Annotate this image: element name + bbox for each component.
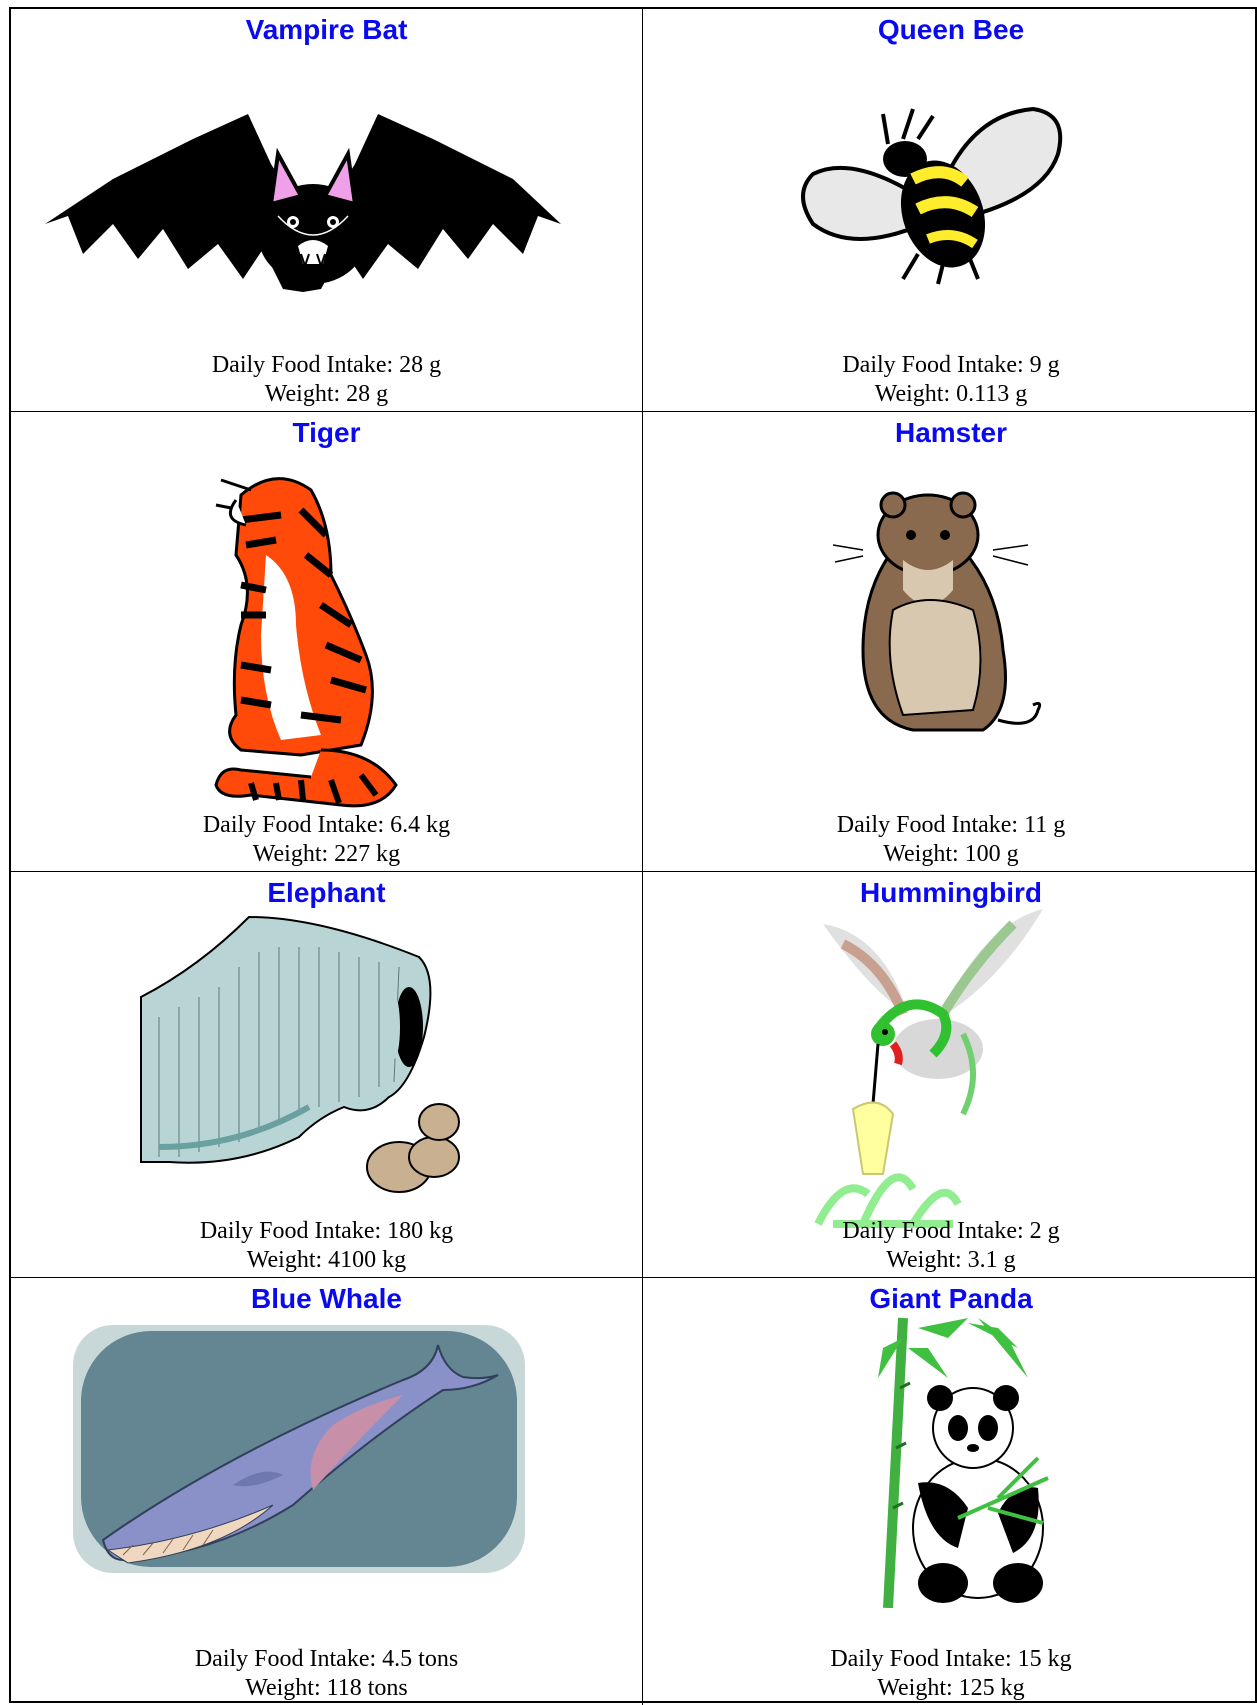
animal-stats <box>11 1645 642 1703</box>
queen-bee-illustration <box>793 104 1063 289</box>
animal-stats <box>11 1217 642 1275</box>
animal-cell-blue-whale <box>11 1278 643 1705</box>
daily-food-intake: Daily Food Intake: 6.4 kg <box>202 812 451 838</box>
animal-stats <box>11 811 642 869</box>
weight: Weight: 227 kg <box>252 841 401 867</box>
animal-stats <box>643 1217 1257 1275</box>
daily-food-intake: Daily Food Intake: 15 kg <box>830 1646 1072 1672</box>
weight: Weight: 28 g <box>264 381 389 407</box>
giant-panda-illustration <box>848 1308 1058 1608</box>
elephant-trunk-illustration <box>139 907 469 1207</box>
animal-name: Queen Bee <box>877 14 1025 45</box>
weight: Weight: 125 kg <box>877 1675 1025 1701</box>
daily-food-intake: Daily Food Intake: 180 kg <box>199 1218 454 1244</box>
weight: Weight: 118 tons <box>245 1675 408 1701</box>
animal-stats <box>643 1645 1257 1703</box>
tiger-illustration <box>181 465 421 815</box>
weight: Weight: 0.113 g <box>874 381 1028 407</box>
vampire-bat-illustration <box>43 104 563 294</box>
daily-food-intake: Daily Food Intake: 9 g <box>842 352 1060 378</box>
animal-name: Tiger <box>292 417 361 448</box>
animal-name: Vampire Bat <box>245 14 408 45</box>
weight: Weight: 4100 kg <box>246 1247 407 1273</box>
blue-whale-illustration <box>73 1325 525 1573</box>
daily-food-intake: Daily Food Intake: 11 g <box>836 812 1066 838</box>
animal-name: Giant Panda <box>869 1283 1033 1314</box>
weight: Weight: 100 g <box>883 841 1019 867</box>
hamster-illustration <box>833 490 1053 750</box>
animal-cell-vampire-bat <box>11 9 643 412</box>
animal-cell-hummingbird <box>643 872 1257 1278</box>
animal-cell-elephant <box>11 872 643 1278</box>
daily-food-intake: Daily Food Intake: 4.5 tons <box>194 1646 459 1672</box>
animal-stats <box>643 811 1257 869</box>
animal-table <box>9 7 1257 1703</box>
weight: Weight: 3.1 g <box>886 1247 1016 1273</box>
hummingbird-illustration <box>813 904 1053 1234</box>
animal-name: Hamster <box>894 417 1008 448</box>
daily-food-intake: Daily Food Intake: 2 g <box>842 1218 1060 1244</box>
daily-food-intake: Daily Food Intake: 28 g <box>211 352 442 378</box>
animal-cell-giant-panda <box>643 1278 1257 1705</box>
animal-cell-tiger <box>11 412 643 872</box>
animal-stats <box>11 351 642 409</box>
animal-cell-queen-bee <box>643 9 1257 412</box>
animal-name: Hummingbird <box>860 877 1042 908</box>
animal-name: Blue Whale <box>251 1283 402 1314</box>
animal-cell-hamster <box>643 412 1257 872</box>
animal-stats <box>643 351 1257 409</box>
animal-name: Elephant <box>267 877 386 908</box>
